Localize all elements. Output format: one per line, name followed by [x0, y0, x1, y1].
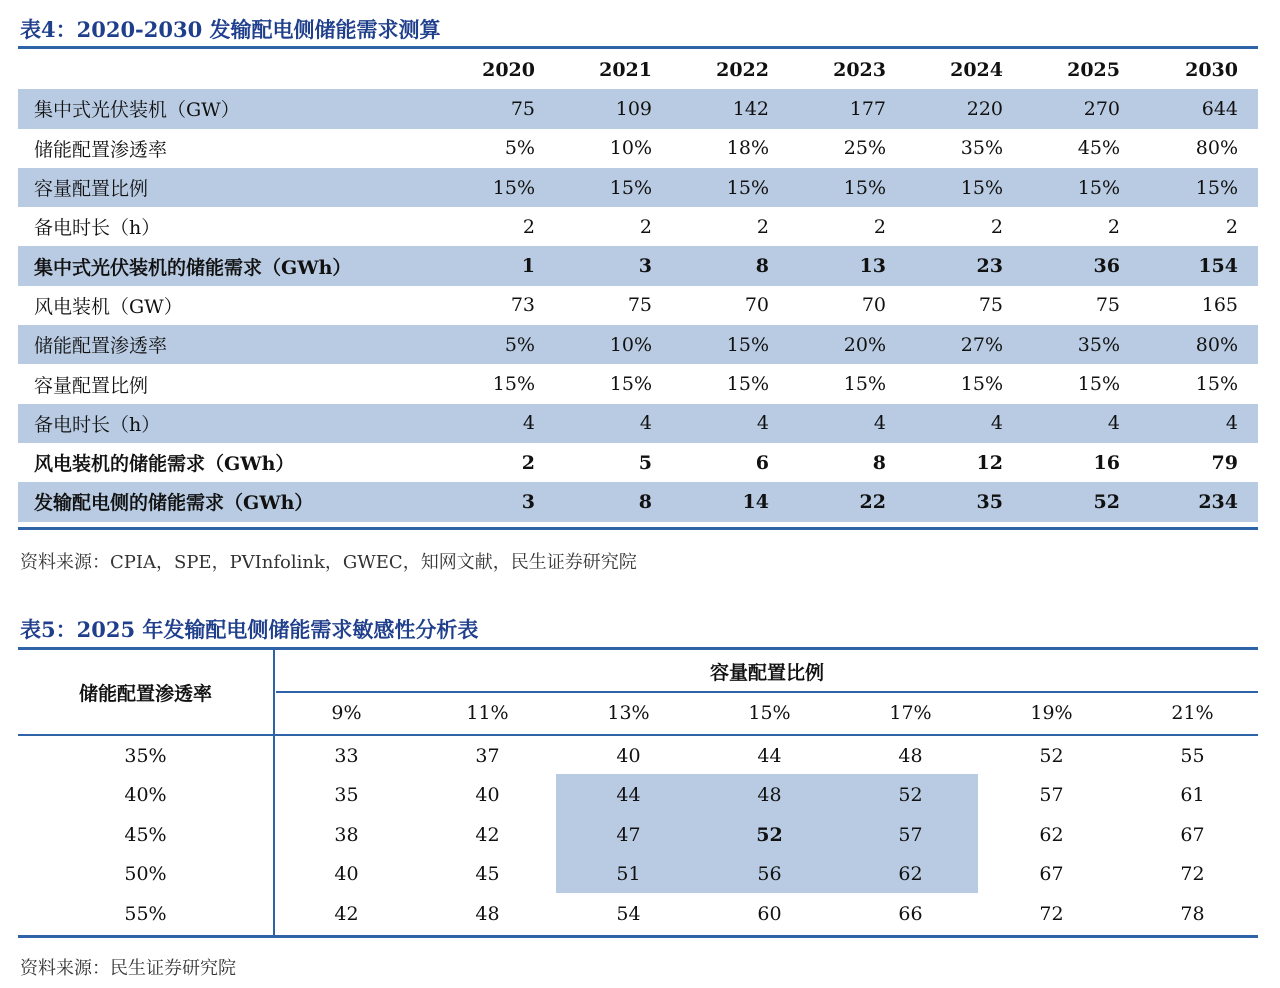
table-cell: 15% [609, 373, 652, 396]
table4-year-header: 2025 [1023, 50, 1140, 89]
table-cell: 2 [639, 215, 652, 238]
column-header: 21% [1171, 702, 1214, 724]
table-cell: 15% [555, 168, 672, 207]
table4-year-header: 2030 [1140, 50, 1258, 89]
table-cell: 35% [960, 137, 1003, 160]
table-cell: 4 [789, 404, 906, 443]
table-cell: 52 [898, 784, 923, 807]
table-row [18, 286, 1258, 325]
table-cell: 5% [504, 137, 535, 160]
table5-row-header: 储能配置渗透率 [78, 682, 212, 705]
row-label: 50% [124, 863, 167, 886]
table-row [18, 168, 1258, 207]
table-cell: 55 [1180, 744, 1205, 767]
column-header: 15% [748, 702, 791, 724]
table-row [18, 364, 1258, 403]
table-cell: 37 [475, 744, 500, 767]
table-cell: 52 [1023, 482, 1140, 521]
table-cell: 8 [555, 482, 672, 521]
table5-bottom-rule [18, 935, 1258, 938]
table-cell: 15% [843, 373, 886, 396]
table-cell: 51 [616, 863, 641, 886]
table-cell: 57 [1039, 784, 1064, 807]
table-cell: 70 [861, 294, 886, 317]
table-cell: 5% [438, 325, 555, 364]
table-cell: 15% [726, 373, 769, 396]
table-cell: 56 [757, 863, 782, 886]
table-cell: 10% [609, 137, 652, 160]
table-cell: 62 [898, 863, 923, 886]
column-header: 11% [466, 702, 509, 724]
table-row [18, 443, 1258, 482]
table-cell: 15% [1023, 168, 1140, 207]
table-cell: 25% [843, 137, 886, 160]
table-cell: 13 [789, 246, 906, 285]
row-label: 集中式光伏装机（GW） [18, 89, 438, 128]
table-cell: 15% [438, 168, 555, 207]
table-cell: 79 [1211, 451, 1238, 474]
table-cell: 4 [1023, 404, 1140, 443]
table-cell: 142 [672, 89, 789, 128]
row-label: 55% [124, 902, 167, 925]
table-cell: 15% [789, 168, 906, 207]
table4-bottom-rule [18, 527, 1258, 530]
table5-source: 资料来源：民生证券研究院 [20, 958, 236, 979]
table-cell: 75 [978, 294, 1003, 317]
table-cell: 2 [521, 451, 535, 474]
row-label: 容量配置比例 [34, 374, 149, 397]
table-cell: 54 [616, 902, 641, 925]
table-cell: 48 [898, 744, 923, 767]
table-cell: 270 [1023, 89, 1140, 128]
table-cell: 45 [475, 863, 500, 886]
table-cell: 15% [906, 168, 1023, 207]
table-cell: 48 [757, 784, 782, 807]
table-cell: 40 [475, 784, 500, 807]
table-cell: 44 [757, 744, 782, 767]
row-label: 备电时长（h） [34, 217, 161, 240]
table-cell: 154 [1140, 246, 1258, 285]
table-cell: 6 [755, 451, 769, 474]
table5-caption: 表5：2025 年发输配电侧储能需求敏感性分析表 [20, 617, 479, 642]
table-cell: 2 [756, 215, 769, 238]
table-cell: 15% [960, 373, 1003, 396]
row-label: 容量配置比例 [18, 168, 438, 207]
table-cell: 234 [1140, 482, 1258, 521]
table-cell: 5 [638, 451, 652, 474]
table-cell: 15% [1140, 168, 1258, 207]
table-cell: 4 [672, 404, 789, 443]
table-cell: 75 [438, 89, 555, 128]
table-cell: 4 [1140, 404, 1258, 443]
table-row [18, 404, 1258, 443]
table-cell: 57 [898, 823, 923, 846]
table-cell: 40 [616, 744, 641, 767]
table-cell: 2 [522, 215, 535, 238]
row-label: 备电时长（h） [18, 404, 438, 443]
table-cell: 15% [1077, 373, 1120, 396]
column-header: 13% [607, 702, 650, 724]
table-cell: 109 [555, 89, 672, 128]
table-cell: 2 [990, 215, 1003, 238]
table-cell: 10% [555, 325, 672, 364]
table4-header-row [18, 50, 1258, 89]
table-cell: 4 [906, 404, 1023, 443]
table-cell: 78 [1180, 902, 1205, 925]
table-cell: 75 [1095, 294, 1120, 317]
table4 [18, 50, 1258, 528]
table-cell: 20% [789, 325, 906, 364]
table4-top-rule [18, 46, 1258, 49]
table-cell: 48 [475, 902, 500, 925]
table-row [18, 129, 1258, 168]
table-cell: 220 [906, 89, 1023, 128]
table5 [18, 650, 1258, 935]
table-cell: 35 [906, 482, 1023, 521]
table-row [18, 89, 1258, 128]
table-cell: 42 [475, 823, 500, 846]
table-cell: 2 [1225, 215, 1238, 238]
row-label: 储能配置渗透率 [34, 138, 168, 161]
table-cell: 36 [1023, 246, 1140, 285]
table-cell: 8 [872, 451, 886, 474]
table-cell: 47 [616, 823, 641, 846]
table-cell: 1 [438, 246, 555, 285]
table-cell: 165 [1201, 294, 1238, 317]
table-cell: 18% [726, 137, 769, 160]
table-cell: 4 [438, 404, 555, 443]
table4-year-header: 2021 [555, 50, 672, 89]
table4-year-header: 2022 [672, 50, 789, 89]
table-cell: 33 [334, 744, 359, 767]
table-cell: 22 [789, 482, 906, 521]
table-row [18, 325, 1258, 364]
table-cell: 15% [672, 325, 789, 364]
table-cell: 80% [1140, 325, 1258, 364]
table-cell: 72 [1180, 863, 1205, 886]
table-cell: 8 [672, 246, 789, 285]
table-cell: 16 [1093, 451, 1120, 474]
table-cell: 62 [1039, 823, 1064, 846]
table-row [18, 482, 1258, 521]
table-cell: 3 [438, 482, 555, 521]
table-cell: 80% [1195, 137, 1238, 160]
table4-header-label [18, 50, 438, 89]
table5-column-group-header: 容量配置比例 [709, 661, 824, 684]
row-label: 发输配电侧的储能需求（GWh） [18, 482, 438, 521]
table-cell: 40 [334, 863, 359, 886]
column-header: 17% [889, 702, 932, 724]
table4-year-header: 2024 [906, 50, 1023, 89]
table-cell: 3 [555, 246, 672, 285]
table-cell: 177 [789, 89, 906, 128]
table-cell: 44 [616, 784, 641, 807]
table4-year-header: 2023 [789, 50, 906, 89]
table-cell: 14 [672, 482, 789, 521]
table4-year-header: 2020 [438, 50, 555, 89]
table5-vertical-rule [273, 650, 275, 935]
table-cell: 42 [334, 902, 359, 925]
row-label: 集中式光伏装机的储能需求（GWh） [18, 246, 438, 285]
table-cell: 52 [1039, 744, 1064, 767]
table4-caption: 表4：2020-2030 发输配电侧储能需求测算 [20, 17, 441, 42]
table-cell: 72 [1039, 902, 1064, 925]
table-cell: 61 [1180, 784, 1205, 807]
table-cell: 4 [555, 404, 672, 443]
row-label: 风电装机的储能需求（GWh） [34, 453, 295, 476]
table-cell: 23 [906, 246, 1023, 285]
row-label: 储能配置渗透率 [18, 325, 438, 364]
table-cell: 60 [757, 902, 782, 925]
table-cell: 12 [976, 451, 1003, 474]
table-cell: 27% [906, 325, 1023, 364]
table-cell: 644 [1140, 89, 1258, 128]
table-cell: 67 [1039, 863, 1064, 886]
table-cell: 2 [873, 215, 886, 238]
row-label: 45% [124, 823, 167, 846]
table-cell: 15% [672, 168, 789, 207]
table-cell: 52 [756, 823, 783, 846]
table-cell: 35 [334, 784, 359, 807]
table-cell: 15% [1195, 373, 1238, 396]
row-label: 35% [124, 744, 167, 767]
table-cell: 73 [510, 294, 535, 317]
table-cell: 67 [1180, 823, 1205, 846]
table-cell: 35% [1023, 325, 1140, 364]
row-label: 风电装机（GW） [34, 295, 183, 318]
table-cell: 2 [1107, 215, 1120, 238]
table-cell: 75 [627, 294, 652, 317]
table-cell: 70 [744, 294, 769, 317]
table-cell: 66 [898, 902, 923, 925]
table-row [18, 246, 1258, 285]
column-header: 9% [331, 702, 362, 724]
table-cell: 45% [1077, 137, 1120, 160]
row-label: 40% [124, 784, 167, 807]
table-cell: 38 [334, 823, 359, 846]
table4-source: 资料来源：CPIA，SPE，PVInfolink，GWEC，知网文献，民生证券研究院 [20, 552, 637, 573]
column-header: 19% [1030, 702, 1073, 724]
table-cell: 15% [492, 373, 535, 396]
table-row [18, 207, 1258, 246]
